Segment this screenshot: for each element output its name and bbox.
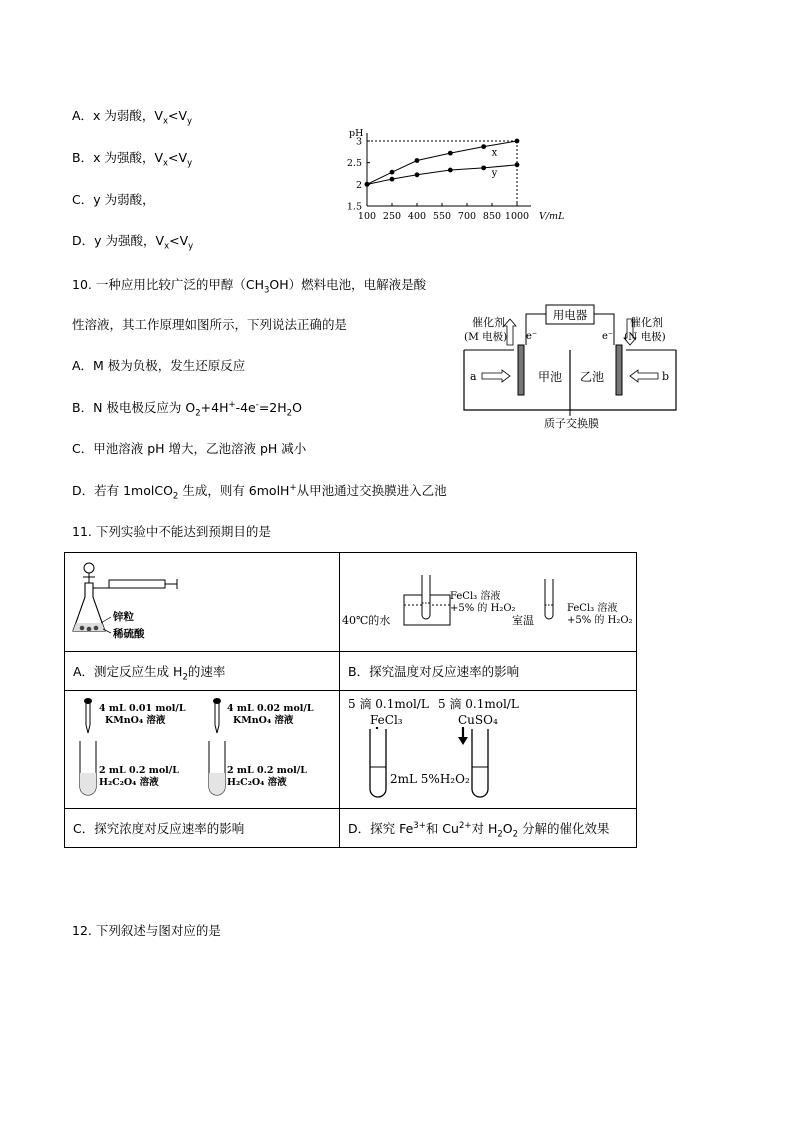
delivery-tube [93,583,109,588]
d-salt2-label: CuSO₄ [458,713,498,727]
x-axis-label: V/mL [539,211,565,222]
c-bot2-line1: 2 mL 0.2 mol/L [227,765,307,776]
catalyst-experiment [340,691,637,805]
test-tube-hot [422,575,430,619]
data-point-y [448,168,453,173]
dropper-bulb-2 [213,698,221,704]
q9-option-b: B．x 为强酸，$V_x<V_y$ [72,150,193,169]
caption-b: B．探究温度对反应速率的影响 [340,652,637,691]
inlet-b-arrow [630,370,658,382]
room-reagent-line1: FeCl₃ 溶液 [567,603,618,614]
temperature-experiment [340,553,637,648]
caption-d: D．探究 $Fe^{3+}$和 $Cu^{2+}$对 $H_2O_2$ 分解的催化效果 [340,809,637,848]
q10-option-b: B．N 极电极反应为 $O_2+4H^+-4e^-=2H_2O$ [72,399,302,419]
data-point-x [390,170,395,175]
q10-stem-line2: 性溶液，其工作原理如图所示，下列说法正确的是 [72,317,348,332]
data-point-y [365,182,370,187]
zinc-label: 锌粒 [113,611,134,623]
q10-option-d: D．若有 1molCO$_2$ 生成，则有 6molH+从甲池通过交换膜进入乙池 [72,482,447,502]
membrane-label: 质子交换膜 [544,417,599,430]
ph-dilution-chart [335,124,580,224]
data-point-y [415,172,420,177]
dropper-bulb-1 [84,698,92,704]
zinc-granule [94,626,99,631]
chart-axes [347,128,565,222]
caption-a: A．测定反应生成 $H_2$的速率 [65,652,340,691]
device-label: 用电器 [552,308,588,322]
right-electron-label: e⁻ [602,331,614,342]
d-drop1-label: 5 滴 0.1mol/L [348,697,429,711]
inlet-a-arrow [482,370,510,382]
q10-stem-line1: 10. 一种应用比较广泛的甲醇$(CH_3OH)$燃料电池，电解液是酸 [72,277,427,296]
series-label-x: x [491,147,498,159]
concentration-experiment [65,691,340,805]
data-point-x [515,139,520,144]
funnel-top [84,563,94,573]
tank-right-label: 乙池 [580,370,605,384]
test-tube-fecl3 [370,729,386,797]
q11-stem: 11. 下列实验中不能达到预期目的是 [72,524,271,539]
y-tick-label: 2 [355,179,362,191]
x-tick-label: 700 [457,211,477,222]
data-point-y [390,177,395,182]
d-drop2-label: 5 滴 0.1mol/L [438,697,519,711]
fuel-cell-diagram [462,300,692,430]
drop-arrowhead-2 [458,737,468,745]
data-point-x [481,144,486,149]
hot-reagent-line2: +5% 的 H₂O₂ [450,603,516,614]
tank-left-label: 甲池 [538,370,563,384]
data-point-y [515,162,520,167]
data-point-y [481,165,486,170]
zinc-acid-apparatus [65,553,340,648]
x-tick-label: 850 [482,211,502,222]
inlet-b-label: b [662,370,670,383]
hot-water-label: 40℃的水 [342,614,391,627]
q10-option-c: C．甲池溶液 pH 增大，乙池溶液 pH 减小 [72,441,307,456]
q9-option-d: D．y 为强酸，$V_x<V_y$ [72,233,194,252]
c-top1-line1: 4 mL 0.01 mol/L [99,703,186,714]
cell-c-figure [65,691,340,809]
zinc-pointer [101,617,111,623]
right-catalyst-label: 催化剂 [630,316,663,329]
c-bot1-line1: 2 mL 0.2 mol/L [99,765,179,776]
d-salt1-label: FeCl₃ [370,713,403,727]
q11-experiment-table [64,552,637,848]
c-bot1-line2: H₂C₂O₄ 溶液 [99,777,159,788]
series-label-y: y [491,167,498,179]
zinc-granule [87,627,92,632]
data-point-x [448,151,453,156]
x-tick-label: 1000 [504,211,530,222]
inlet-a-label: a [470,370,477,383]
cell-a-figure [65,553,340,652]
test-tube-cuso4 [472,729,488,797]
q9-option-c: C．y 为弱酸， [72,192,155,207]
dropper-1 [86,703,90,733]
y-axis-label: pH [349,128,364,139]
n-electrode [616,345,622,395]
c-bot2-line2: H₂C₂O₄ 溶液 [227,777,287,788]
room-reagent-line2: +5% 的 H₂O₂ [567,615,633,626]
x-tick-label: 550 [432,211,452,222]
room-temp-label: 室温 [512,614,534,627]
dropper-2 [215,703,219,733]
tube-2-liquid [209,773,225,795]
y-tick-label: 2.5 [346,158,362,170]
c-top2-line2: KMnO₄ 溶液 [233,715,294,726]
q12-stem: 12. 下列叙述与图对应的是 [72,923,221,938]
cell-d-figure [340,691,637,809]
syringe-barrel [109,580,165,588]
chart-series [365,139,520,187]
q10-option-a: A．M 极为负极，发生还原反应 [72,358,246,373]
y-tick-label: 3 [355,136,362,148]
left-electron-label: e⁻ [526,331,538,342]
tube-1-liquid [80,773,96,795]
cell-b-figure [340,553,637,652]
zinc-granule [80,626,85,631]
right-electrode-label: (N 电极) [624,331,666,343]
m-electrode [518,345,524,395]
test-tube-room [545,579,553,619]
data-point-x [415,158,420,163]
hot-reagent-line1: FeCl₃ 溶液 [450,591,501,602]
d-solution-label: 2mL 5%H₂O₂ [390,772,470,786]
q9-option-a: A．x 为弱酸，$V_x<V_y$ [72,108,193,127]
acid-label: 稀硫酸 [113,628,145,640]
x-tick-label: 250 [382,211,402,222]
y-tick-label: 1.5 [346,201,362,213]
c-top2-line1: 4 mL 0.02 mol/L [227,703,314,714]
x-tick-label: 100 [357,211,377,222]
c-top1-line2: KMnO₄ 溶液 [105,715,166,726]
left-electrode-label: (M 电极) [464,331,508,343]
x-tick-label: 400 [407,211,427,222]
left-catalyst-label: 催化剂 [472,316,505,329]
caption-c: C．探究浓度对反应速率的影响 [65,809,340,848]
